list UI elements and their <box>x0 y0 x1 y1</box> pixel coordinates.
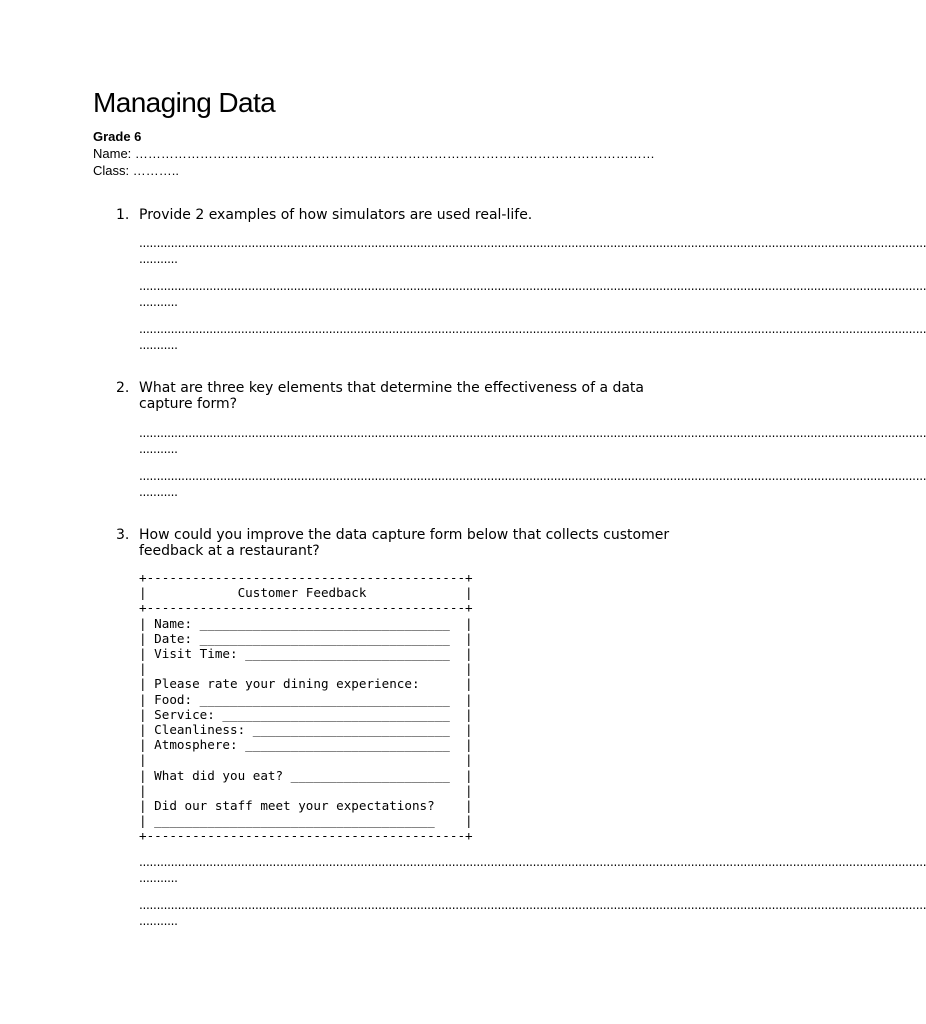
feedback-form-line: | | <box>139 752 473 768</box>
feedback-form-line: +------------------------------------------+ <box>139 828 473 844</box>
feedback-form-line: +------------------------------------------+ <box>139 570 473 585</box>
answer-dots: ................................................................................................................................................................................................................................ <box>139 236 926 250</box>
feedback-form-line: +------------------------------------------+ <box>139 600 473 616</box>
question-number: 3. <box>116 527 130 543</box>
feedback-form-line: | _____________________________________ | <box>139 813 473 829</box>
feedback-form-line: | Name: _________________________________ | <box>139 615 473 631</box>
answer-dots-continued: ........... <box>139 338 178 352</box>
answer-dots: ................................................................................................................................................................................................................................ <box>139 426 926 440</box>
feedback-form-line: | Did our staff meet your expectations? | <box>139 798 473 814</box>
name-field-line: Name: ………………………………………………………………………………………………………… <box>93 146 655 161</box>
customer-feedback-form <box>139 570 473 844</box>
class-field-line: Class: ……….. <box>93 163 179 178</box>
feedback-form-line: | What did you eat? _____________________ | <box>139 767 473 783</box>
answer-dots: ................................................................................................................................................................................................................................ <box>139 469 926 483</box>
feedback-form-line: | Visit Time: ___________________________ | <box>139 646 473 662</box>
grade-label: Grade 6 <box>93 129 142 144</box>
answer-line[interactable] <box>139 468 926 500</box>
feedback-form-line: | Cleanliness: __________________________ | <box>139 722 473 738</box>
feedback-form-line: | Food: _________________________________ | <box>139 691 473 707</box>
student-info <box>93 128 671 179</box>
answer-line[interactable] <box>139 321 926 353</box>
question-number: 2. <box>116 380 130 396</box>
feedback-form-line: | | <box>139 661 473 677</box>
question-number: 1. <box>116 207 130 223</box>
answer-dots: ................................................................................................................................................................................................................................ <box>139 855 926 869</box>
feedback-form-line: | Customer Feedback | <box>139 585 473 601</box>
answer-line[interactable] <box>139 425 926 457</box>
answer-dots-continued: ........... <box>139 914 178 928</box>
answer-dots-continued: ........... <box>139 252 178 266</box>
feedback-form-line: | Please rate your dining experience: | <box>139 676 473 692</box>
answer-dots: ................................................................................................................................................................................................................................ <box>139 279 926 293</box>
answer-dots: ................................................................................................................................................................................................................................ <box>139 322 926 336</box>
question-text: What are three key elements that determine the effectiveness of a data capture form? <box>139 380 645 412</box>
answer-dots: ................................................................................................................................................................................................................................ <box>139 898 926 912</box>
answer-dots-continued: ........... <box>139 485 178 499</box>
answer-dots-continued: ........... <box>139 871 178 885</box>
worksheet-page <box>93 86 671 179</box>
answer-dots-continued: ........... <box>139 295 178 309</box>
page-title: Managing Data <box>93 87 276 118</box>
question-text: Provide 2 examples of how simulators are used real-life. <box>139 207 533 223</box>
answer-line[interactable] <box>139 897 926 929</box>
question-text: How could you improve the data capture form below that collects customer feedback at a restaurant? <box>139 527 670 559</box>
feedback-form-line: | Date: _________________________________ | <box>139 630 473 646</box>
answer-dots-continued: ........... <box>139 442 178 456</box>
feedback-form-line: | Atmosphere: ___________________________ | <box>139 737 473 753</box>
answer-line[interactable] <box>139 235 926 267</box>
answer-line[interactable] <box>139 278 926 310</box>
answer-line[interactable] <box>139 854 926 886</box>
feedback-form-line: | | <box>139 782 473 798</box>
feedback-form-line: | Service: ______________________________ | <box>139 706 473 722</box>
